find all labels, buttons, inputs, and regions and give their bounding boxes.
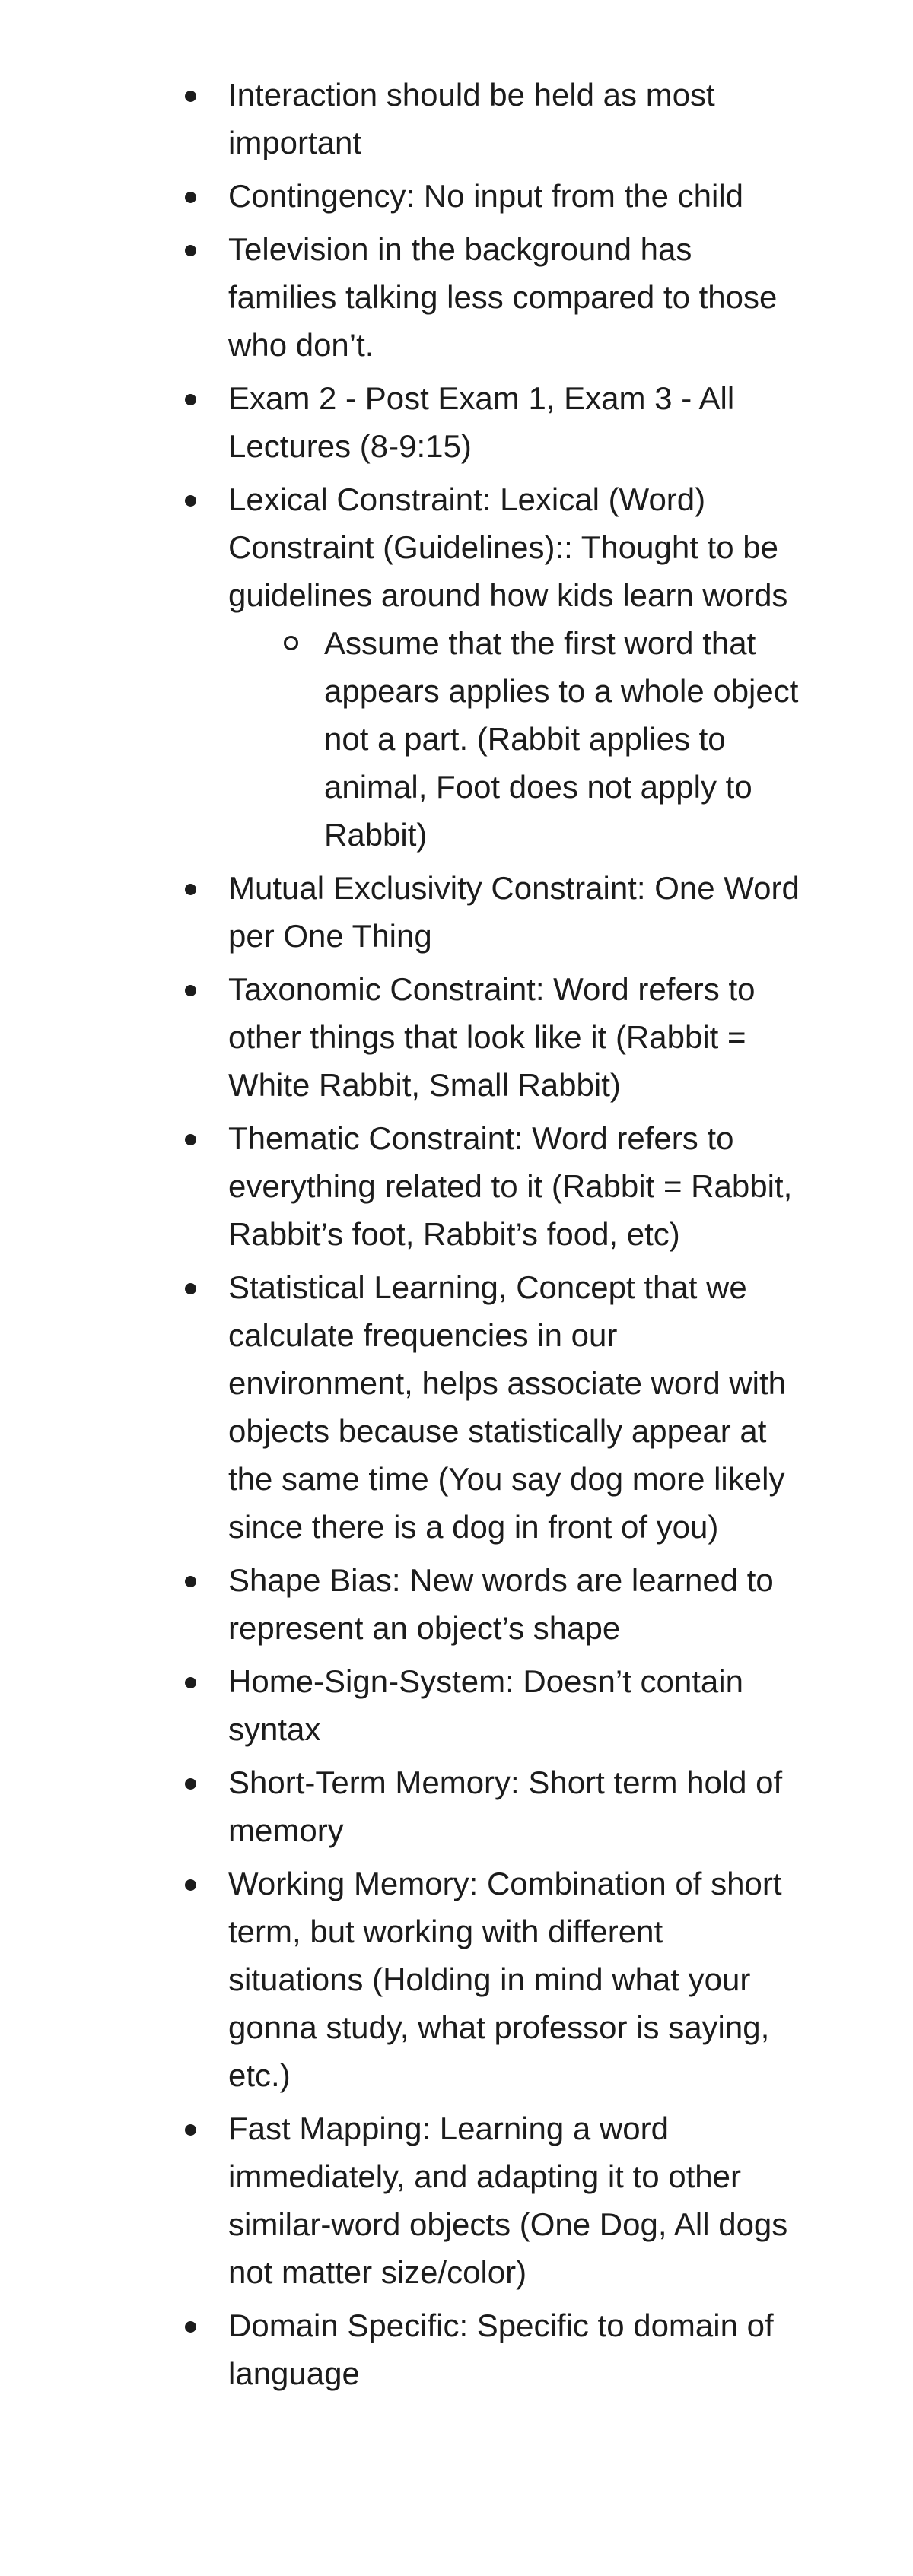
list-item-text: Domain Specific: Specific to domain of language xyxy=(228,2308,774,2391)
list-item-text: Television in the background has families talking less compared to those who don’t. xyxy=(228,231,778,363)
list-item xyxy=(0,225,806,369)
bullet-icon xyxy=(185,2321,196,2333)
list-item xyxy=(0,1556,806,1652)
list-item-text: Contingency: No input from the child xyxy=(228,178,744,214)
list-item xyxy=(0,374,806,470)
list-item-text: Thematic Constraint: Word refers to everything related to it (Rabbit = Rabbit, Rabbit’s foot, Rabbit’s food, etc) xyxy=(228,1120,793,1252)
list-item-text: Lexical Constraint: Lexical (Word) Constraint (Guidelines):: Thought to be guidelines around how kids learn words xyxy=(228,481,788,613)
list-item-text: Home-Sign-System: Doesn’t contain syntax xyxy=(228,1663,743,1747)
list-item xyxy=(0,172,806,220)
list-item xyxy=(0,2104,806,2296)
bullet-icon xyxy=(185,192,196,203)
hollow-bullet-icon xyxy=(284,636,298,650)
bullet-icon xyxy=(185,985,196,996)
bullet-icon xyxy=(185,2124,196,2136)
sub-list-item-text: Assume that the first word that appears applies to a whole object not a part. (Rabbit applies to animal, Foot does not apply to Rabbit) xyxy=(324,625,799,853)
bullet-icon xyxy=(185,495,196,507)
bullet-icon xyxy=(185,1778,196,1790)
bullet-icon xyxy=(185,1134,196,1145)
list-item xyxy=(0,1860,806,2099)
list-item xyxy=(0,1657,806,1753)
bullet-icon xyxy=(185,91,196,102)
sub-list-item xyxy=(228,619,800,859)
list-item xyxy=(0,475,806,859)
list-item xyxy=(0,864,806,960)
list-item xyxy=(0,1114,806,1258)
list-item-text: Taxonomic Constraint: Word refers to other things that look like it (Rabbit = White Rabbit, Small Rabbit) xyxy=(228,971,756,1103)
list-item xyxy=(0,2301,806,2397)
bullet-icon xyxy=(185,1677,196,1688)
list-item xyxy=(0,71,806,167)
list-item-text: Exam 2 - Post Exam 1, Exam 3 - All Lectures (8-9:15) xyxy=(228,380,735,464)
list-item-text: Working Memory: Combination of short term, but working with different situations (Holding in mind what your gonna study, what professor is saying, etc.) xyxy=(228,1866,782,2093)
bullet-icon xyxy=(185,245,196,256)
bullet-icon xyxy=(185,884,196,895)
list-item-text: Mutual Exclusivity Constraint: One Word per One Thing xyxy=(228,870,800,954)
bullet-icon xyxy=(185,394,196,405)
list-item xyxy=(0,1758,806,1854)
list-item-text: Interaction should be held as most important xyxy=(228,77,715,160)
list-item-text: Fast Mapping: Learning a word immediately, and adapting it to other similar-word objects (One Dog, All dogs not matter size/color) xyxy=(228,2111,788,2290)
sub-list xyxy=(228,619,806,859)
list-item xyxy=(0,965,806,1109)
notes-list xyxy=(0,71,913,2403)
list-item-text: Short-Term Memory: Short term hold of memory xyxy=(228,1764,783,1848)
list-item-text: Shape Bias: New words are learned to represent an object’s shape xyxy=(228,1562,774,1646)
bullet-icon xyxy=(185,1283,196,1294)
list-item-text: Statistical Learning, Concept that we calculate frequencies in our environment, helps associate word with objects because statistically appear at the same time (You say dog more likely since there is a dog in front of you) xyxy=(228,1269,787,1545)
bullet-icon xyxy=(185,1576,196,1587)
list-item xyxy=(0,1263,806,1551)
bullet-icon xyxy=(185,1879,196,1891)
